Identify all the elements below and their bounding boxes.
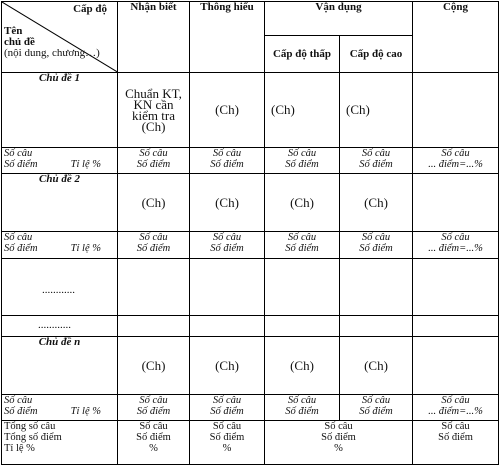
so-cau: Số câu xyxy=(139,421,168,433)
totals-label-cell xyxy=(2,421,118,465)
so-diem-label: Số điểm xyxy=(4,243,38,255)
stats-cell xyxy=(118,147,190,173)
topic-cell-nhan-biet: (Ch) xyxy=(118,336,190,395)
so-cau: Số câu xyxy=(212,395,242,407)
nhan-biet-header: Nhận biết xyxy=(118,2,190,73)
so-cau: Số câu xyxy=(287,395,317,407)
topic-cell-cong xyxy=(413,72,499,147)
so-diem: Số điểm xyxy=(210,158,244,170)
topic-cell-thong-hieu: (Ch) xyxy=(190,72,265,147)
diem-percent: ... điểm=...% xyxy=(428,158,483,170)
stats-label-cell xyxy=(2,395,118,421)
so-diem: Số điểm xyxy=(136,432,171,444)
so-diem: Số điểm xyxy=(321,432,356,444)
ten-label: Tên xyxy=(4,25,23,37)
topic-row xyxy=(2,173,499,232)
topic-title: Chủ đề n xyxy=(2,336,118,395)
topic-cell-cap-do-cao: (Ch) xyxy=(340,336,413,395)
so-cau: Số câu xyxy=(361,395,391,407)
so-diem: Số điểm xyxy=(285,243,319,255)
placeholder-row xyxy=(2,316,499,336)
topic-cell-cong xyxy=(413,173,499,232)
so-cau: Số câu xyxy=(212,232,242,244)
cap-do-cao-header: Cấp độ cao xyxy=(340,36,413,72)
topic-row xyxy=(2,336,499,395)
stats-label-cell xyxy=(2,232,118,258)
so-cau: Số câu xyxy=(441,232,470,244)
topic-cell-nhan-biet: (Ch) xyxy=(118,173,190,232)
cap-do-label: Cấp độ xyxy=(73,3,107,15)
stats-cell xyxy=(265,232,340,258)
so-cau-label: Số câu xyxy=(4,232,33,244)
empty-cell xyxy=(265,316,340,336)
chu-de-label: chủ đề xyxy=(4,36,35,48)
exam-matrix-table xyxy=(1,1,499,465)
so-diem: Số điểm xyxy=(438,432,473,444)
stats-cell xyxy=(190,232,265,258)
so-cau: Số câu xyxy=(441,421,470,433)
empty-cell xyxy=(118,258,190,316)
topic-title: Chủ đề 1 xyxy=(2,72,118,147)
stats-cell xyxy=(118,232,190,258)
stats-total-cell xyxy=(413,232,499,258)
thong-hieu-header: Thông hiểu xyxy=(190,2,265,73)
stats-cell xyxy=(118,395,190,421)
empty-cell xyxy=(118,316,190,336)
empty-cell xyxy=(265,258,340,316)
so-diem: Số điểm xyxy=(136,158,171,170)
empty-cell xyxy=(190,316,265,336)
stats-cell xyxy=(265,147,340,173)
diagonal-header-cell xyxy=(2,2,118,73)
topic-cell-cap-do-thap: (Ch) xyxy=(265,173,340,232)
so-cau: Số câu xyxy=(324,421,353,433)
stats-total-cell xyxy=(413,395,499,421)
so-cau: Số câu xyxy=(361,232,391,244)
so-diem: Số điểm xyxy=(209,432,245,444)
empty-cell xyxy=(340,316,413,336)
so-diem-label: Số điểm xyxy=(4,158,38,170)
so-diem: Số điểm xyxy=(210,406,244,418)
ten-chu-de-label xyxy=(4,26,100,59)
stats-label-cell xyxy=(2,147,118,173)
so-diem: Số điểm xyxy=(359,158,393,170)
stats-cell xyxy=(340,147,413,173)
tong-so-cau-label: Tổng số câu xyxy=(4,421,56,433)
topic-cell-cap-do-cao: (Ch) xyxy=(340,72,413,147)
so-cau: Số câu xyxy=(139,147,168,159)
stats-cell xyxy=(190,395,265,421)
so-cau-label: Số câu xyxy=(4,147,33,159)
so-diem: Số điểm xyxy=(359,243,393,255)
stats-cell xyxy=(340,232,413,258)
noi-dung-label: (nội dung, chương…) xyxy=(4,47,100,59)
placeholder-row xyxy=(2,258,499,316)
so-diem: Số điểm xyxy=(359,406,393,418)
stats-cell xyxy=(190,147,265,173)
totals-van-dung xyxy=(265,421,413,465)
topic-cell-thong-hieu: (Ch) xyxy=(190,336,265,395)
empty-cell xyxy=(413,258,499,316)
so-diem: Số điểm xyxy=(285,406,319,418)
diem-percent: ... điểm=...% xyxy=(428,406,483,418)
stats-row xyxy=(2,395,499,421)
totals-cong xyxy=(413,421,499,465)
topic-cell-thong-hieu: (Ch) xyxy=(190,173,265,232)
tong-so-diem-label: Tổng số điểm xyxy=(4,432,62,444)
so-cau: Số câu xyxy=(212,421,242,433)
stats-row xyxy=(2,147,499,173)
stats-cell xyxy=(265,395,340,421)
stats-total-cell xyxy=(413,147,499,173)
so-diem: Số điểm xyxy=(136,243,171,255)
van-dung-header: Vận dụng xyxy=(265,2,413,36)
ti-le-label: Tỉ lệ % xyxy=(4,443,35,455)
so-cau: Số câu xyxy=(139,395,168,407)
topic-title: Chủ đề 2 xyxy=(2,173,118,232)
topic-cell-cap-do-cao: (Ch) xyxy=(340,173,413,232)
ti-le-label: Tỉ lệ % xyxy=(70,243,101,255)
empty-cell xyxy=(190,258,265,316)
topic-cell-cong xyxy=(413,336,499,395)
so-cau: Số câu xyxy=(361,147,391,159)
so-diem: Số điểm xyxy=(210,243,244,255)
empty-cell xyxy=(340,258,413,316)
topic-row xyxy=(2,72,499,147)
topic-cell-nhan-biet: Chuẩn KT, KN cần kiểm tra (Ch) xyxy=(118,72,190,147)
topic-cell-cap-do-thap: (Ch) xyxy=(265,336,340,395)
cap-do-thap-header: Cấp độ thấp xyxy=(265,36,340,72)
percent: % xyxy=(222,443,232,455)
topic-cell-cap-do-thap: (Ch) xyxy=(265,72,340,147)
so-cau: Số câu xyxy=(287,232,317,244)
totals-row xyxy=(2,421,499,465)
so-cau: Số câu xyxy=(441,395,470,407)
percent: % xyxy=(149,443,158,455)
ti-le-label: Tỉ lệ % xyxy=(70,406,101,418)
placeholder-dots: ............ xyxy=(2,316,118,336)
placeholder-dots: ............ xyxy=(2,258,118,316)
so-cau: Số câu xyxy=(287,147,317,159)
stats-row xyxy=(2,232,499,258)
ti-le-label: Tỉ lệ % xyxy=(70,158,101,170)
so-diem-label: Số điểm xyxy=(4,406,38,418)
cong-header: Cộng xyxy=(413,2,499,73)
so-diem: Số điểm xyxy=(136,406,171,418)
percent: % xyxy=(334,443,343,455)
so-cau: Số câu xyxy=(441,147,470,159)
totals-nhan-biet xyxy=(118,421,190,465)
so-cau: Số câu xyxy=(212,147,242,159)
so-cau: Số câu xyxy=(139,232,168,244)
stats-cell xyxy=(340,395,413,421)
totals-thong-hieu xyxy=(190,421,265,465)
so-diem: Số điểm xyxy=(285,158,319,170)
diem-percent: ... điểm=...% xyxy=(428,243,483,255)
so-cau-label: Số câu xyxy=(4,395,33,407)
empty-cell xyxy=(413,316,499,336)
header-row-1 xyxy=(2,2,499,36)
